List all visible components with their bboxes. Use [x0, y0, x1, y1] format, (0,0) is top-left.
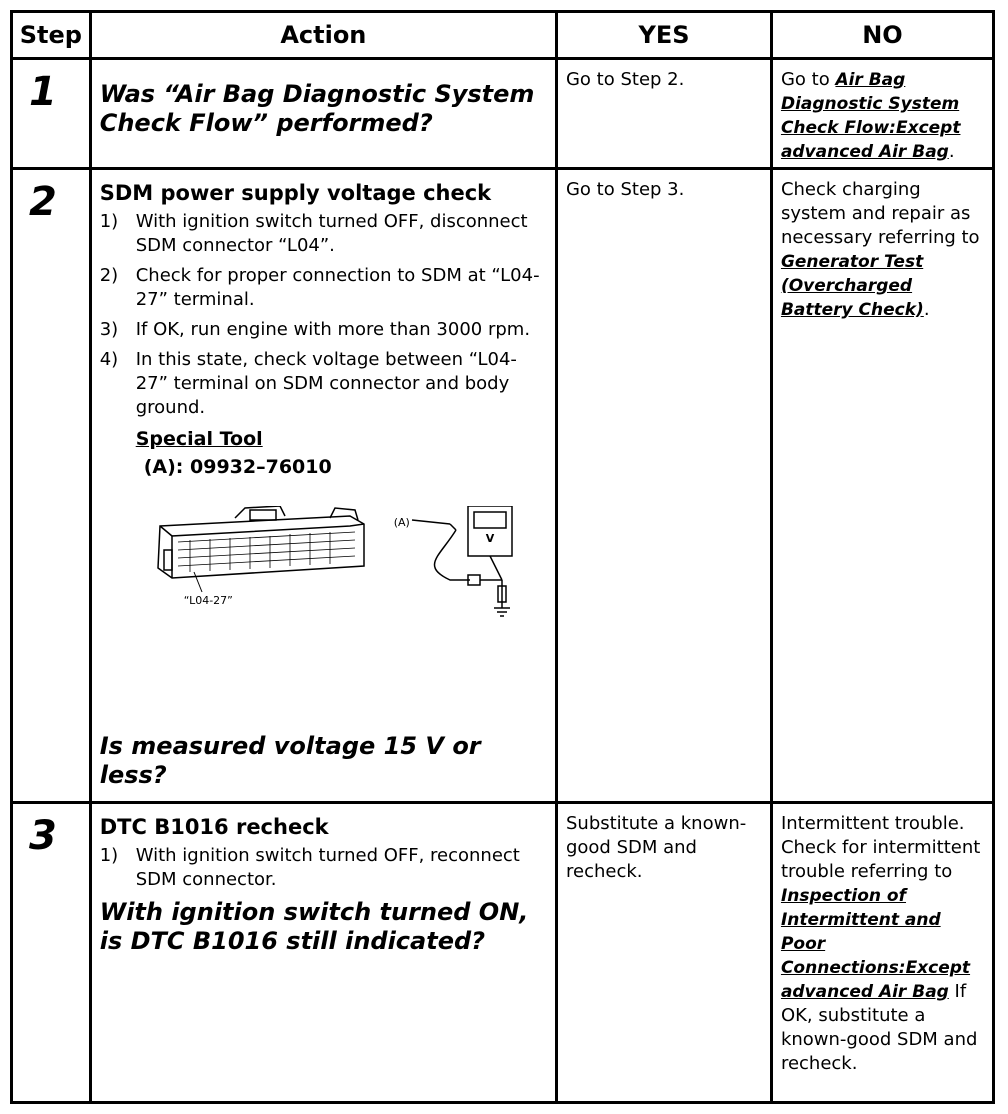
yes-cell [556, 59, 771, 169]
no-text: Go to [780, 69, 836, 90]
step-number: 3 [29, 813, 57, 859]
list-item: 1) With ignition switch turned OFF, disconnect SDM connector “L04”. [99, 211, 528, 256]
list-item: 3) If OK, run engine with more than 3000 rpm. [99, 319, 531, 340]
instruction-list [100, 210, 547, 420]
step-cell [12, 803, 91, 1103]
diagnostic-table [10, 10, 995, 1104]
step-number: 2 [29, 179, 57, 225]
action-cell [90, 803, 556, 1103]
step-question: Was “Air Bag Diagnostic System Check Flow” performed? [99, 80, 535, 137]
terminal-label: “L04-27” [183, 594, 233, 607]
list-item: 1) With ignition switch turned OFF, reconnect SDM connector. [99, 845, 520, 890]
yes-text: Substitute a known-good SDM and recheck. [565, 813, 747, 882]
no-text: Check charging system and repair as necessary referring to [780, 179, 980, 248]
special-tool-value: (A): 09932–76010 [143, 456, 332, 478]
header-no: NO [771, 12, 993, 59]
figure-drawing [150, 506, 550, 636]
link-air-bag-check-flow[interactable]: Air Bag Diagnostic System Check Flow:Except advanced Air Bag [780, 70, 961, 162]
no-suffix: . [923, 299, 930, 320]
no-text: Intermittent trouble. Check for intermittent trouble referring to [780, 813, 981, 882]
step-title: SDM power supply voltage check [99, 181, 492, 205]
list-item: 2) Check for proper connection to SDM at “L04-27” terminal. [99, 265, 540, 310]
no-suffix: If OK, substitute a known-good SDM and recheck. [780, 981, 978, 1074]
no-cell [771, 59, 993, 169]
yes-cell [556, 803, 771, 1103]
sdm-connector-illustration [158, 506, 364, 592]
header-step: Step [12, 12, 91, 59]
no-suffix: . [948, 141, 955, 162]
step-number: 1 [29, 69, 57, 115]
link-generator-test[interactable]: Generator Test (Overcharged Battery Check) [780, 252, 924, 320]
header-yes: YES [556, 12, 771, 59]
no-cell [771, 169, 993, 803]
yes-cell [556, 169, 771, 803]
step-cell [12, 169, 91, 803]
link-inspection-intermittent[interactable]: Inspection of Intermittent and Poor Connections:Except advanced Air Bag [780, 886, 971, 1002]
step-row-2 [12, 169, 994, 803]
step-row-1 [12, 59, 994, 169]
action-cell [90, 169, 556, 803]
probe-label: (A) [393, 516, 410, 529]
yes-text: Go to Step 2. [565, 69, 685, 90]
connector-voltmeter-figure [150, 506, 550, 636]
yes-text: Go to Step 3. [565, 179, 685, 200]
step-title: DTC B1016 recheck [99, 815, 329, 839]
meter-label: V [485, 532, 495, 545]
step-row-3 [12, 803, 994, 1103]
list-item: 4) In this state, check voltage between “L04-27” terminal on SDM connector and body ground. [99, 349, 517, 418]
header-row [12, 12, 994, 59]
header-action: Action [90, 12, 556, 59]
step-question: Is measured voltage 15 V or less? [99, 732, 481, 789]
instruction-list [100, 844, 547, 892]
action-cell [90, 59, 556, 169]
voltmeter-illustration [412, 506, 512, 616]
step-cell [12, 59, 91, 169]
step-question: With ignition switch turned ON, is DTC B1016 still indicated? [99, 898, 529, 955]
special-tool-label: Special Tool [135, 428, 263, 450]
no-cell [771, 803, 993, 1103]
